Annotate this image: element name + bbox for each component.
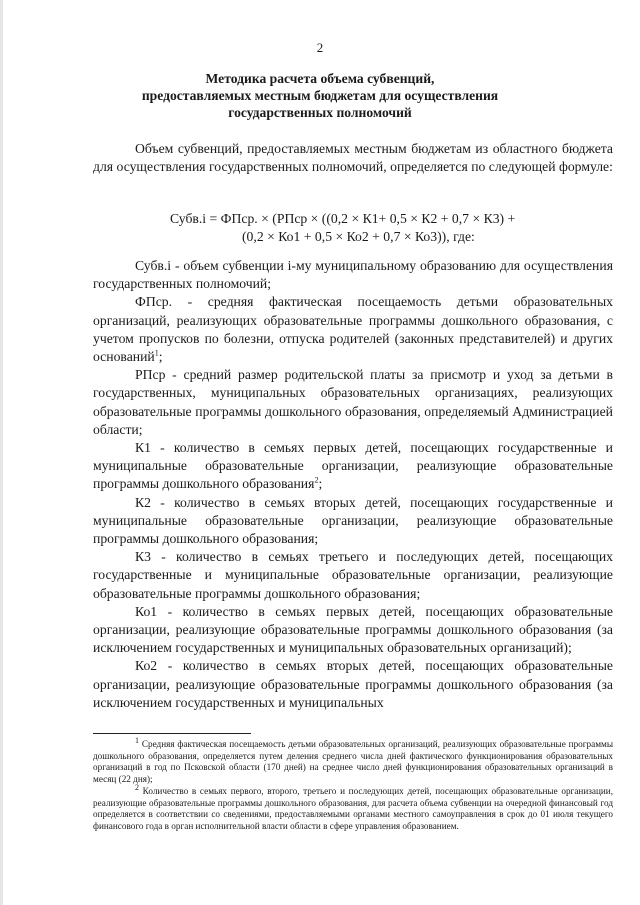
definition-text: Ко2 - количество в семьях вторых детей, посещающих образовательные организации, реализующие образовательные программы дошкольного образования (за исключением государственных и муниципальных	[93, 658, 613, 710]
footnotes	[93, 735, 613, 833]
definition-item	[93, 494, 613, 549]
formula-line-1: Субв.i = ФПср. × (РПср × ((0,2 × К1+ 0,5 × К2 + 0,7 × К3) +	[170, 211, 516, 226]
definition-text: Субв.i - объем субвенции i-му муниципальному образованию для осуществления государственных полномочий;	[93, 258, 613, 292]
title-line-2: предоставляемых местным бюджетам для осуществления	[141, 88, 499, 103]
intro-paragraph	[93, 140, 613, 176]
definition-text: Ко1 - количество в семьях первых детей, посещающих образовательные организации, реализующие образовательные программы дошкольного образования (за исключением государственных и муниципальных образовательных организаций);	[93, 603, 613, 656]
footnote-mark: 2	[135, 782, 139, 792]
definition-text: К3 - количество в семьях третьего и последующих детей, посещающих государственные и муниципальные образовательные организации, реализующие образовательные программы дошкольного образования;	[93, 549, 613, 601]
footnote-separator	[93, 733, 251, 734]
definition-item	[93, 603, 613, 658]
definition-item	[93, 657, 613, 712]
title-line-1: Методика расчета объема субвенций,	[205, 71, 435, 86]
footnote	[93, 735, 613, 786]
footnote-text: Количество в семьях первого, второго, третьего и последующих детей, посещающих образовательные организации, реализующие образовательные программы дошкольного образования, для расчета объема субвенции на очередной финансовый год определяется в соответствии со сведениями, предоставляемыми органами местного самоуправления в срок до 01 июля текущего финансового года в орган исполнительной власти области в сфере управления образованием.	[93, 785, 613, 831]
definition-text: К2 - количество в семьях вторых детей, посещающих государственные и муниципальные образовательные организации, реализующие образовательные программы дошкольного образования;	[93, 494, 613, 547]
footnote	[93, 782, 613, 833]
page-number: 2	[316, 40, 324, 55]
document-title	[0, 70, 640, 121]
definition-tail: ;	[318, 476, 323, 492]
definition-item	[93, 548, 613, 603]
title-line-3: государственных полномочий	[228, 105, 412, 120]
definition-item	[93, 439, 613, 494]
definitions-list	[93, 257, 613, 712]
footnote-text: Средняя фактическая посещаемость детьми образовательных организаций, реализующих образовательные программы дошкольного образования, определяется путем деления среднего числа дней фактического функционирования образовательных организаций в год по Псковской области (170 дней) на среднее число дней функционирования образовательных организаций в месяц (22 дня);	[93, 739, 613, 785]
definition-text: К1 - количество в семьях первых детей, посещающих государственные и муниципальные образовательные организации, реализующие образовательные программы дошкольного образования	[93, 440, 613, 492]
definition-text: РПср - средний размер родительской платы за присмотр и уход за детьми в государственных, муниципальных образовательных организациях, реализующих образовательные программы дошкольного образования, определяемый Администрацией области;	[93, 367, 613, 437]
footnote-mark: 1	[135, 735, 139, 745]
formula-line-2: (0,2 × Ко1 + 0,5 × Ко2 + 0,7 × Ко3)), где:	[242, 229, 475, 244]
scan-edge	[0, 0, 3, 905]
definition-tail: ;	[158, 349, 163, 365]
definition-item	[93, 293, 613, 366]
definition-item	[93, 257, 613, 293]
footnote-reference: 1	[154, 348, 159, 358]
intro-text: Объем субвенций, предоставляемых местным бюджетам из областного бюджета для осуществления государственных полномочий, определяется по следующей формуле:	[93, 141, 613, 175]
definition-item	[93, 366, 613, 439]
footnote-reference: 2	[314, 475, 319, 485]
definition-text: ФПср. - средняя фактическая посещаемость детьми образовательных организаций, реализующих образовательные программы дошкольного образования, с учетом пропусков по болезни, отпуска родителей (законных представителей) и других оснований	[93, 294, 613, 365]
